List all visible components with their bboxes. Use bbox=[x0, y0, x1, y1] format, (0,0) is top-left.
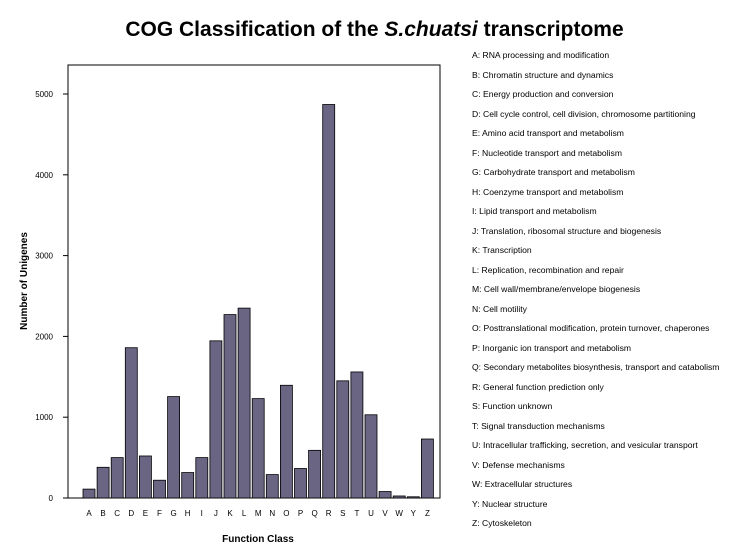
legend-item: Y: Nuclear structure bbox=[472, 498, 548, 509]
legend-item: R: General function prediction only bbox=[472, 381, 604, 392]
chart-title-species: S.chuatsi bbox=[384, 18, 478, 41]
legend-item: S: Function unknown bbox=[472, 401, 553, 411]
bar-K bbox=[224, 315, 236, 498]
x-axis bbox=[86, 509, 430, 518]
x-tick-label: Y bbox=[410, 509, 416, 518]
bar-L bbox=[238, 308, 250, 498]
bar-M bbox=[252, 399, 264, 498]
y-tick-label: 2000 bbox=[35, 332, 53, 342]
y-tick-label: 3000 bbox=[35, 251, 53, 261]
legend-item: O: Posttranslational modification, protein turnover, chaperones bbox=[472, 323, 710, 333]
legend-item: F: Nucleotide transport and metabolism bbox=[472, 147, 622, 158]
x-tick-label: K bbox=[227, 509, 233, 518]
legend-item: H: Coenzyme transport and metabolism bbox=[472, 186, 624, 197]
bar-W bbox=[393, 496, 405, 498]
chart-title-suffix: transcriptome bbox=[477, 18, 624, 41]
bar-O bbox=[280, 385, 292, 498]
x-tick-label: Z bbox=[424, 509, 430, 518]
legend-item: J: Translation, ribosomal structure and biogenesis bbox=[472, 225, 662, 236]
bar-Z bbox=[421, 439, 433, 498]
bar-I bbox=[196, 458, 208, 498]
legend-item: D: Cell cycle control, cell division, chromosome partitioning bbox=[472, 108, 696, 119]
legend-item: K: Transcription bbox=[472, 245, 532, 255]
bar-F bbox=[154, 480, 166, 498]
x-axis-label: Function Class bbox=[222, 534, 294, 545]
x-tick-label: V bbox=[382, 509, 388, 518]
y-tick-label: 5000 bbox=[35, 90, 53, 99]
legend-item: N: Cell motility bbox=[472, 303, 527, 314]
bar-G bbox=[168, 397, 180, 498]
x-tick-label: J bbox=[213, 509, 218, 518]
legend-item: W: Extracellular structures bbox=[472, 479, 573, 489]
legend-item: M: Cell wall/membrane/envelope biogenesis bbox=[472, 284, 641, 294]
x-tick-label: T bbox=[354, 509, 360, 518]
bar-S bbox=[337, 381, 349, 498]
x-tick-label: I bbox=[200, 509, 203, 518]
legend-item: B: Chromatin structure and dynamics bbox=[472, 69, 614, 80]
x-tick-label: E bbox=[142, 509, 149, 518]
x-tick-label: S bbox=[340, 509, 346, 518]
legend-item: L: Replication, recombination and repair bbox=[472, 264, 624, 275]
bar-C bbox=[111, 458, 123, 498]
x-tick-label: N bbox=[269, 509, 276, 518]
legend-item: A: RNA processing and modification bbox=[472, 50, 610, 60]
y-axis-label: Number of Unigenes bbox=[19, 232, 30, 330]
legend-item: G: Carbohydrate transport and metabolism bbox=[472, 167, 635, 177]
x-tick-label: C bbox=[114, 509, 121, 518]
x-tick-label: Q bbox=[311, 509, 318, 518]
x-tick-label: W bbox=[395, 509, 403, 518]
bar-R bbox=[323, 105, 335, 498]
x-tick-label: A bbox=[86, 509, 92, 518]
bar-Y bbox=[407, 497, 419, 498]
x-tick-label: O bbox=[283, 509, 290, 518]
x-tick-label: H bbox=[184, 509, 191, 518]
x-tick-label: M bbox=[254, 509, 262, 518]
bar-V bbox=[379, 492, 391, 498]
y-axis bbox=[35, 90, 68, 503]
x-tick-label: R bbox=[325, 509, 332, 518]
bar-H bbox=[182, 473, 194, 498]
x-tick-label: U bbox=[368, 509, 374, 518]
bar-T bbox=[351, 372, 363, 498]
y-tick-label: 0 bbox=[48, 494, 53, 503]
x-tick-label: P bbox=[297, 509, 304, 518]
x-tick-label: G bbox=[170, 509, 177, 518]
bar-B bbox=[97, 467, 109, 498]
legend-item: V: Defense mechanisms bbox=[472, 459, 565, 470]
legend-item: Z: Cytoskeleton bbox=[472, 518, 532, 528]
legend-item: E: Amino acid transport and metabolism bbox=[472, 128, 624, 138]
legend-item: I: Lipid transport and metabolism bbox=[472, 206, 597, 216]
y-tick-label: 1000 bbox=[35, 413, 53, 423]
y-tick-label: 4000 bbox=[35, 170, 53, 180]
legend-item: U: Intracellular trafficking, secretion, and vesicular transport bbox=[472, 440, 698, 450]
bar-J bbox=[210, 341, 222, 498]
bars bbox=[83, 105, 433, 498]
bar-P bbox=[295, 469, 307, 498]
bar-A bbox=[83, 489, 95, 498]
legend-item: C: Energy production and conversion bbox=[472, 89, 614, 99]
bar-U bbox=[365, 415, 377, 498]
x-tick-label: B bbox=[100, 509, 106, 518]
chart-title-prefix: COG Classification of the bbox=[125, 18, 385, 41]
bar-Q bbox=[309, 450, 321, 498]
bar-E bbox=[139, 456, 151, 498]
bar-N bbox=[266, 475, 278, 498]
legend bbox=[472, 48, 749, 536]
x-tick-label: D bbox=[128, 509, 135, 518]
x-tick-label: L bbox=[241, 509, 247, 518]
legend-item: P: Inorganic ion transport and metabolism bbox=[472, 342, 632, 353]
x-tick-label: F bbox=[157, 509, 162, 518]
legend-item: T: Signal transduction mechanisms bbox=[472, 420, 605, 431]
bar-D bbox=[125, 348, 137, 498]
legend-item: Q: Secondary metabolites biosynthesis, transport and catabolism bbox=[472, 362, 720, 372]
